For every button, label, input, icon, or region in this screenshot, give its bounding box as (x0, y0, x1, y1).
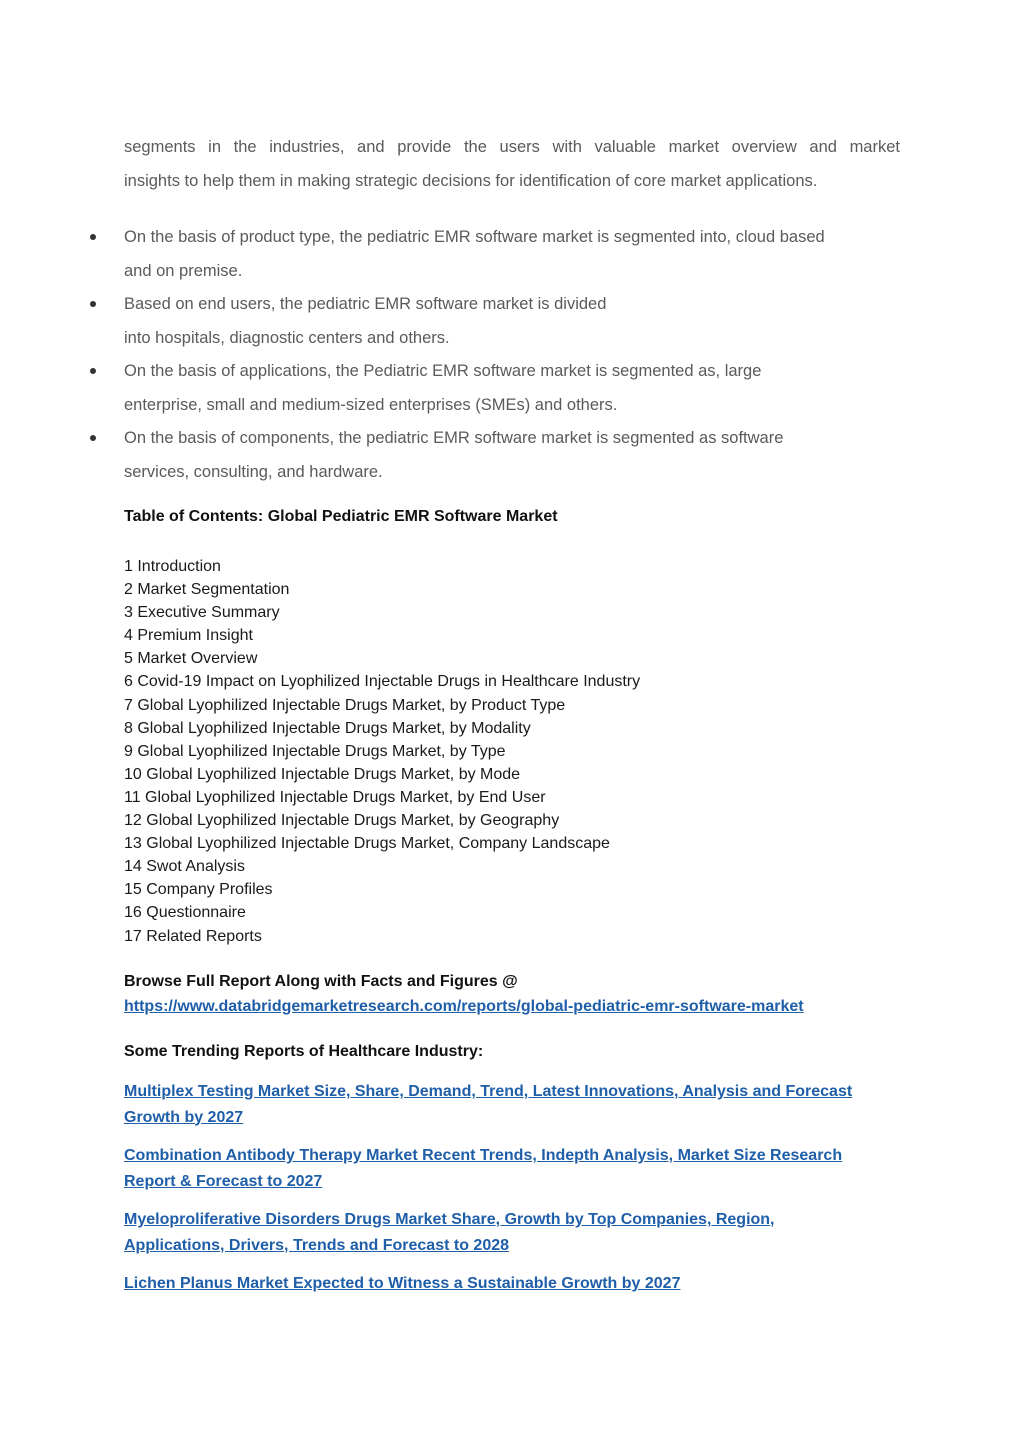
link-line-1: Multiplex Testing Market Size, Share, Demand, Trend, Latest Innovations, Analysis and Forecast (124, 1083, 853, 1100)
toc-item: 9 Global Lyophilized Injectable Drugs Market, by Type (124, 742, 506, 760)
browse-report-link[interactable]: https://www.databridgemarketresearch.com/reports/global-pediatric-emr-software-market (124, 998, 804, 1015)
toc-item: 1 Introduction (124, 558, 221, 575)
bullet-components (0, 422, 904, 489)
toc-list (124, 555, 640, 948)
bullet-dot-icon (90, 301, 96, 307)
link-line-1: Lichen Planus Market Expected to Witness a Sustainable Growth by 2027 (124, 1275, 681, 1292)
toc-title: Table of Contents: Global Pediatric EMR Software Market (124, 508, 558, 525)
bullet-end-users (0, 288, 904, 355)
segmentation-bullet-list (0, 221, 1023, 489)
link-line-2: Report & Forecast to 2027 (124, 1172, 323, 1190)
browse-heading: Browse Full Report Along with Facts and Figures @ (124, 973, 518, 990)
bullet-dot-icon (90, 368, 96, 374)
trending-link-multiplex-testing[interactable] (124, 1079, 904, 1130)
link-line-1: Combination Antibody Therapy Market Recent Trends, Indepth Analysis, Market Size Research (124, 1147, 843, 1164)
bullet-line-1: Based on end users, the pediatric EMR software market is divided (124, 295, 607, 313)
intro-paragraph (124, 131, 900, 198)
intro-line-1: segments in the industries, and provide the users with valuable market overview and market (124, 138, 900, 156)
bullet-line-1: On the basis of product type, the pediatric EMR software market is segmented into, cloud based (124, 228, 825, 246)
toc-item: 7 Global Lyophilized Injectable Drugs Market, by Product Type (124, 696, 566, 714)
link-line-1: Myeloproliferative Disorders Drugs Market Share, Growth by Top Companies, Region, (124, 1211, 775, 1228)
bullet-dot-icon (90, 435, 96, 441)
toc-item: 15 Company Profiles (124, 881, 273, 899)
bullet-line-1: On the basis of components, the pediatric EMR software market is segmented as software (124, 429, 784, 447)
toc-item: 11 Global Lyophilized Injectable Drugs Market, by End User (124, 788, 546, 806)
trending-link-myeloproliferative[interactable] (124, 1207, 904, 1258)
toc-item: 14 Swot Analysis (124, 858, 245, 876)
bullet-line-1: On the basis of applications, the Pediatric EMR software market is segmented as, large (124, 362, 762, 380)
toc-item: 2 Market Segmentation (124, 581, 290, 599)
intro-line-2: insights to help them in making strategic decisions for identification of core market applications. (124, 171, 818, 190)
bullet-line-2: into hospitals, diagnostic centers and others. (124, 328, 450, 347)
link-line-2: Growth by 2027 (124, 1108, 244, 1126)
link-line-2: Applications, Drivers, Trends and Forecast to 2028 (124, 1236, 510, 1254)
trending-link-combination-antibody[interactable] (124, 1143, 904, 1194)
bullet-product-type (0, 221, 904, 288)
toc-item: 17 Related Reports (124, 927, 262, 945)
toc-item: 13 Global Lyophilized Injectable Drugs Market, Company Landscape (124, 835, 610, 853)
bullet-dot-icon (90, 234, 96, 240)
toc-item: 8 Global Lyophilized Injectable Drugs Market, by Modality (124, 719, 531, 737)
bullet-applications (0, 355, 904, 422)
bullet-line-2: services, consulting, and hardware. (124, 462, 383, 481)
bullet-line-2: and on premise. (124, 261, 243, 280)
toc-item: 3 Executive Summary (124, 604, 280, 622)
trending-link-lichen-planus[interactable] (124, 1271, 904, 1297)
toc-item: 6 Covid-19 Impact on Lyophilized Injectable Drugs in Healthcare Industry (124, 673, 641, 691)
toc-item: 12 Global Lyophilized Injectable Drugs Market, by Geography (124, 812, 560, 830)
toc-item: 10 Global Lyophilized Injectable Drugs Market, by Mode (124, 765, 521, 783)
trending-heading: Some Trending Reports of Healthcare Industry: (124, 1043, 484, 1060)
toc-item: 16 Questionnaire (124, 904, 246, 922)
bullet-line-2: enterprise, small and medium-sized enterprises (SMEs) and others. (124, 395, 618, 414)
toc-item: 5 Market Overview (124, 650, 258, 668)
toc-item: 4 Premium Insight (124, 627, 253, 645)
